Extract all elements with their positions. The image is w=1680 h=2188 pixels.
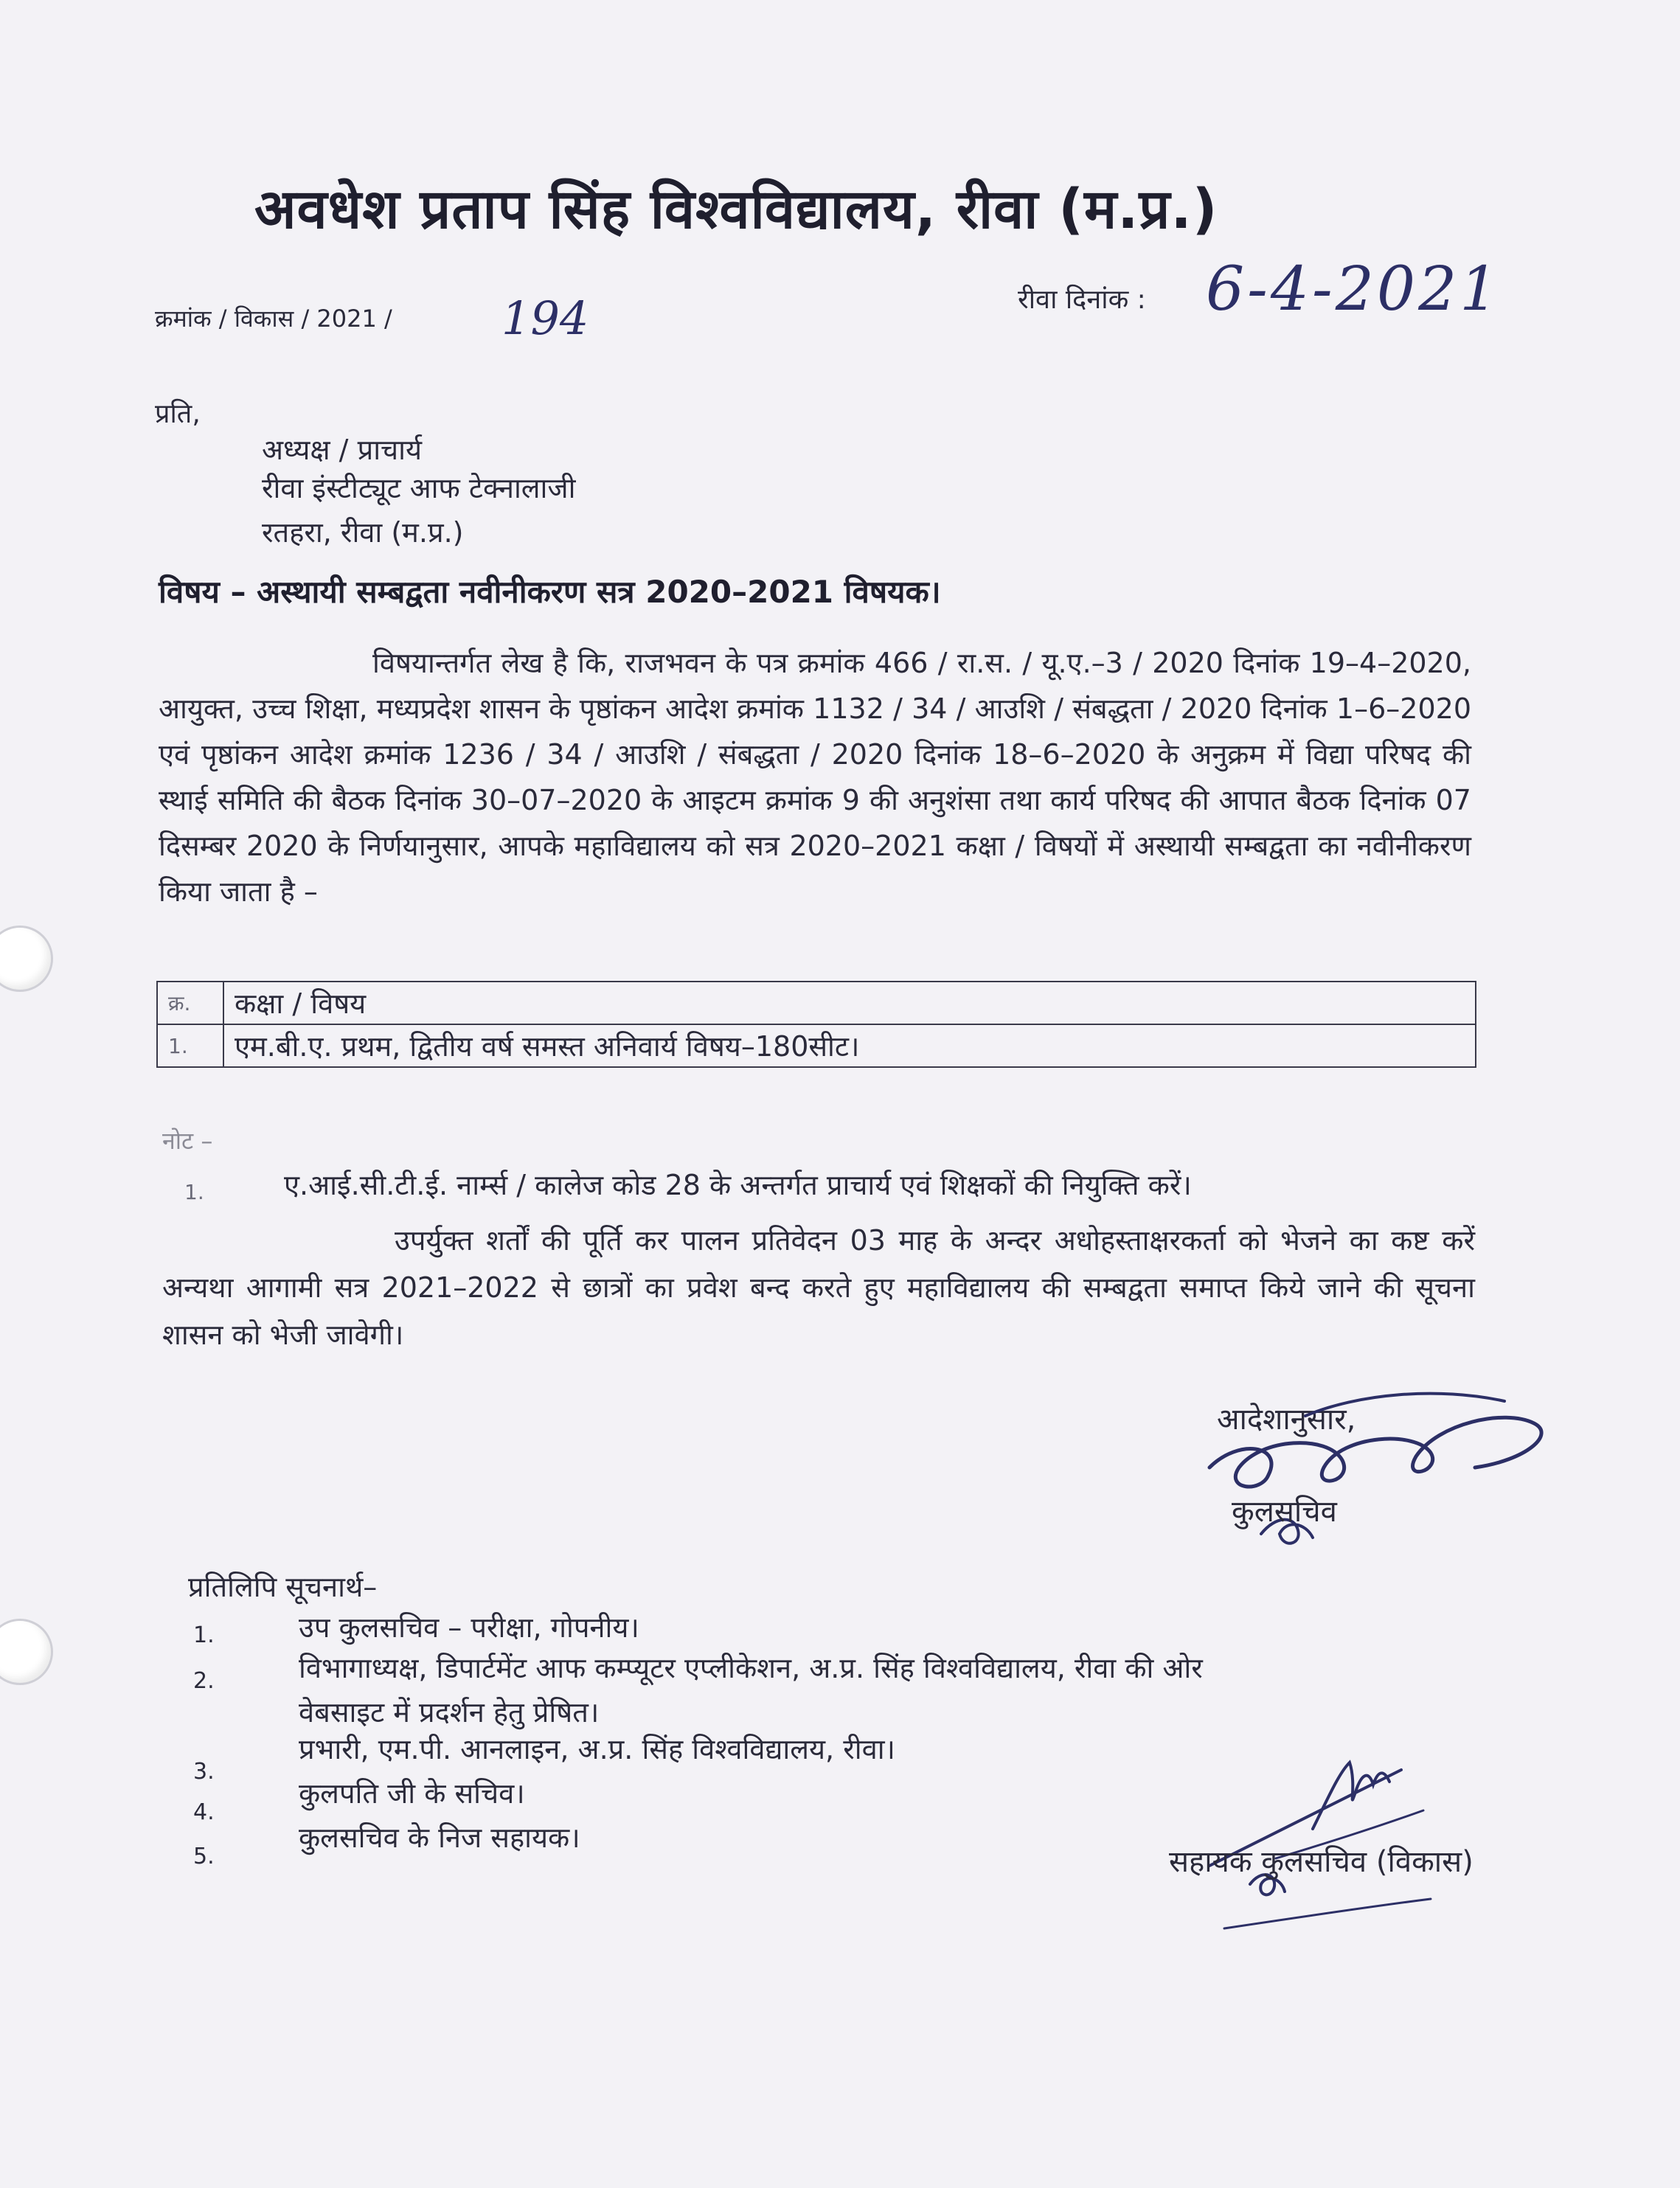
subject-line: विषय – अस्थायी सम्बद्वता नवीनीकरण सत्र 2020–2021 विषयक। (159, 574, 941, 610)
punch-hole-top (0, 925, 53, 992)
assistant-registrar-title: सहायक कुलसचिव (विकास) (1169, 1845, 1474, 1879)
copy-item: उप कुलसचिव – परीक्षा, गोपनीय। (299, 1611, 639, 1644)
by-order-label: आदेशानुसार, (1217, 1403, 1356, 1437)
registrar-title: कुलसचिव (1232, 1495, 1337, 1529)
addressee-line: अध्यक्ष / प्राचार्य (262, 434, 423, 466)
university-title: अवधेश प्रताप सिंह विश्वविद्यालय, रीवा (म.प्र.) (254, 178, 1218, 241)
table-header-cell: कक्षा / विषय (223, 982, 1476, 1024)
copy-item: प्रभारी, एम.पी. आनलाइन, अ.प्र. सिंह विश्वविद्यालय, रीवा। (299, 1733, 895, 1765)
closing-paragraph: उपर्युक्त शर्तों की पूर्ति कर पालन प्रतिवेदन 03 माह के अन्दर अधोहस्ताक्षरकर्ता को भेजने का कष्ट करें अन्यथा आगामी सत्र 2021–2022 से छात्रों का प्रवेश बन्द करते हुए महाविद्यालय की सम्बद्वता समाप्त किये जाने की सूचना शासन को भेजी जावेगी। (162, 1224, 1475, 1351)
reference-number-prefix: क्रमांक / विकास / 2021 / (155, 305, 392, 333)
note-text: ए.आई.सी.टी.ई. नार्म्स / कालेज कोड 28 के अन्तर्गत प्राचार्य एवं शिक्षकों की नियुक्ति करें। (284, 1169, 1192, 1201)
table-row (157, 1024, 1476, 1067)
to-label: प्रति, (155, 399, 201, 429)
addressee-line: रीवा इंस्टीट्यूट आफ टेक्नालाजी (262, 472, 576, 504)
copy-number: 4. (193, 1799, 215, 1825)
copy-number: 1. (193, 1622, 215, 1648)
punch-hole-bottom (0, 1619, 53, 1685)
copy-heading: प्रतिलिपि सूचनार्थ– (188, 1571, 378, 1603)
addressee-line: रतहरा, रीवा (म.प्र.) (262, 516, 464, 549)
handwritten-date: 6-4-2021 (1206, 254, 1502, 324)
table-cell: 1. (157, 1024, 223, 1067)
table-header-row (157, 982, 1476, 1024)
table-cell: एम.बी.ए. प्रथम, द्वितीय वर्ष समस्त अनिवार्य विषय–180सीट। (223, 1024, 1476, 1067)
copy-item: कुलपति जी के सचिव। (299, 1777, 525, 1810)
copy-number: 5. (193, 1844, 215, 1869)
copy-number: 2. (193, 1668, 215, 1694)
copy-item: विभागाध्यक्ष, डिपार्टमेंट आफ कम्प्यूटर एप्लीकेशन, अ.प्र. सिंह विश्वविद्यालय, रीवा की ओर (299, 1652, 1203, 1684)
date-label: रीवा दिनांक : (1018, 285, 1146, 315)
copy-number: 3. (193, 1759, 215, 1785)
course-table (156, 981, 1476, 1068)
handwritten-reference-number: 194 (501, 291, 589, 345)
note-number: 1. (184, 1180, 204, 1204)
body-paragraph: विषयान्तर्गत लेख है कि, राजभवन के पत्र क्रमांक 466 / रा.स. / यू.ए.–3 / 2020 दिनांक 19–4–2020, आयुक्त, उच्च शिक्षा, मध्यप्रदेश शासन के पृष्ठांकन आदेश क्रमांक 1132 / 34 / आउशि / संबद्धता / 2020 दिनांक 1–6–2020 एवं पृष्ठांकन आदेश क्रमांक 1236 / 34 / आउशि / संबद्धता / 2020 दिनांक 18–6–2020 के अनुक्रम में विद्या परिषद की स्थाई समिति की बैठक दिनांक 30–07–2020 के आइटम क्रमांक 9 की अनुशंसा तथा कार्य परिषद की आपात बैठक दिनांक 07 दिसम्बर 2020 के निर्णयानुसार, आपके महाविद्यालय को सत्र 2020–2021 कक्षा / विषयों में अस्थायी सम्बद्वता का नवीनीकरण किया जाता है – (159, 647, 1471, 908)
copy-item: कुलसचिव के निज सहायक। (299, 1821, 580, 1854)
table-header-cell: क्र. (157, 982, 223, 1024)
copy-item-continuation: वेबसाइट में प्रदर्शन हेतु प्रेषित। (299, 1696, 600, 1729)
note-label: नोट – (162, 1127, 213, 1155)
